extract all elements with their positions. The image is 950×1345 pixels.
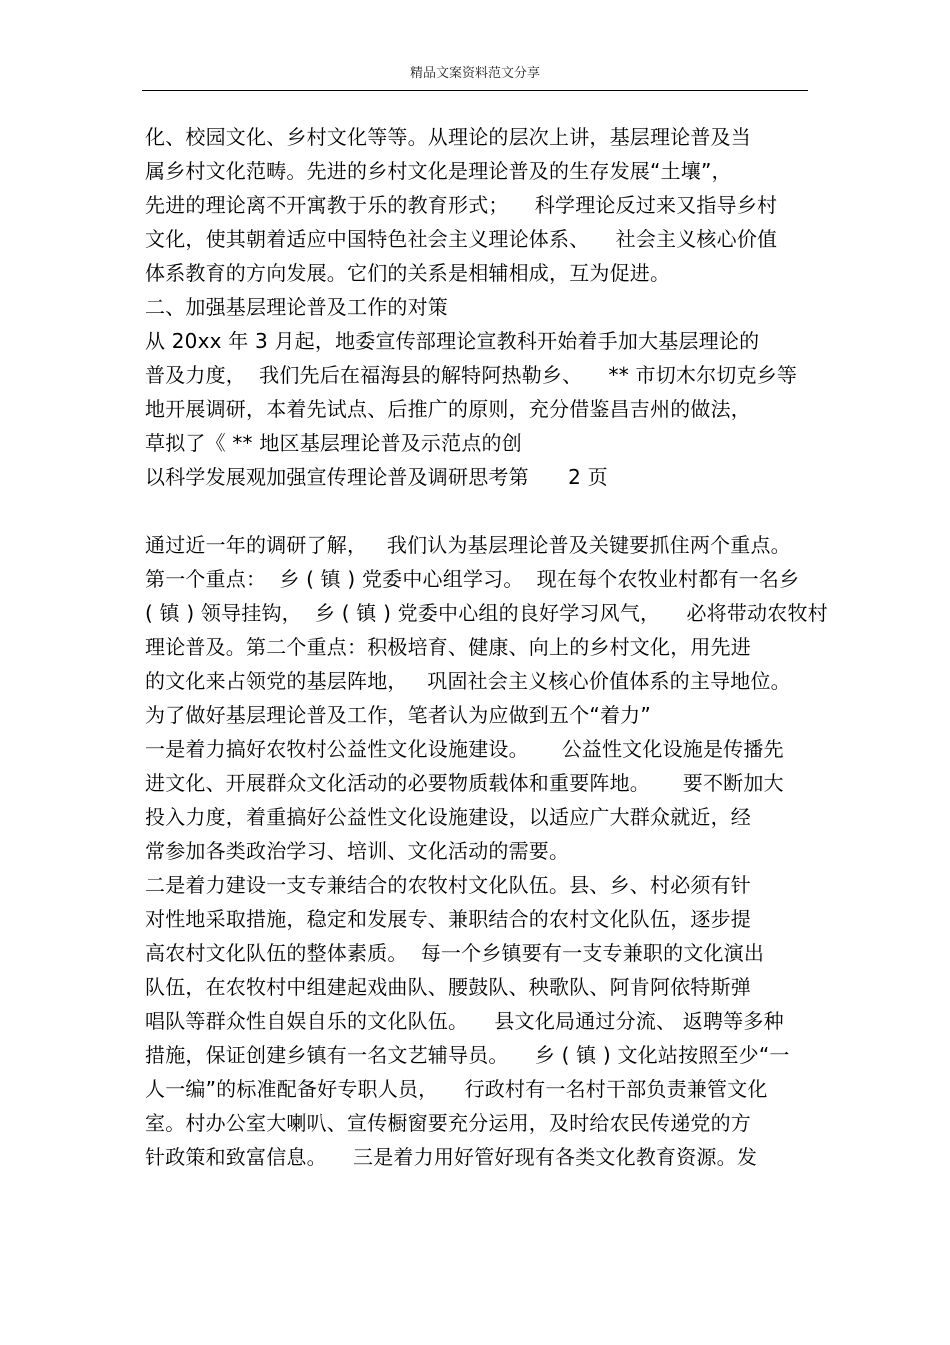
text-line: 高农村文化队伍的整体素质。 每一个乡镇要有一支专兼职的文化演出 xyxy=(145,941,765,965)
text-line: 常参加各类政治学习、培训、文化活动的需要。 xyxy=(145,839,570,863)
text-line: 普及力度， 我们先后在福海县的解特阿热勒乡、 ** 市切木尔切克乡等 xyxy=(145,363,798,387)
text-line: 属乡村文化范畴。先进的乡村文化是理论普及的生存发展“土壤”， xyxy=(145,159,732,183)
text-line: 队伍，在农牧村中组建起戏曲队、腰鼓队、秧歌队、阿肯阿依特斯弹 xyxy=(145,975,751,999)
text-line: 从 20xx 年 3 月起，地委宣传部理论宣教科开始着手加大基层理论的 xyxy=(145,329,760,353)
text-line: 二是着力建设一支专兼结合的农牧村文化队伍。县、乡、村必须有针 xyxy=(145,873,751,897)
text-line: 对性地采取措施，稳定和发展专、兼职结合的农村文化队伍，逐步提 xyxy=(145,907,751,931)
document-body xyxy=(145,120,845,1174)
text-line: 通过近一年的调研了解， 我们认为基层理论普及关键要抓住两个重点。 xyxy=(145,533,791,557)
section-heading: 二、加强基层理论普及工作的对策 xyxy=(145,295,448,319)
text-line: 投入力度，着重搞好公益性文化设施建设，以适应广大群众就近，经 xyxy=(145,805,751,829)
text-line: 化、校园文化、乡村文化等等。从理论的层次上讲，基层理论普及当 xyxy=(145,125,751,149)
text-line: 地开展调研，本着先试点、后推广的原则，充分借鉴昌吉州的做法， xyxy=(145,397,751,421)
text-line: 先进的理论离不开寓教于乐的教育形式； 科学理论反过来又指导乡村 xyxy=(145,193,778,217)
text-line: 的文化来占领党的基层阵地， 巩固社会主义核心价值体系的主导地位。 xyxy=(145,669,791,693)
text-line: 人一编”的标准配备好专职人员， 行政村有一名村干部负责兼管文化 xyxy=(145,1077,768,1101)
text-line: 室。村办公室大喇叭、宣传橱窗要充分运用，及时给农民传递党的方 xyxy=(145,1111,751,1135)
text-line: 草拟了《 ** 地区基层理论普及示范点的创 xyxy=(145,431,522,455)
text-line: 第一个重点： 乡 ( 镇 ) 党委中心组学习。 现在每个农牧业村都有一名乡 xyxy=(145,567,800,591)
text-line: 理论普及。第二个重点：积极培育、健康、向上的乡村文化，用先进 xyxy=(145,635,751,659)
text-line: 一是着力搞好农牧村公益性文化设施建设。 公益性文化设施是传播先 xyxy=(145,737,784,761)
text-line: ( 镇 ) 领导挂钩， 乡 ( 镇 ) 党委中心组的良好学习风气， 必将带动农牧村 xyxy=(145,601,828,625)
text-line: 体系教育的方向发展。它们的关系是相辅相成，互为促进。 xyxy=(145,261,671,285)
text-line: 文化，使其朝着适应中国特色社会主义理论体系、 社会主义核心价值 xyxy=(145,227,778,251)
section-1 xyxy=(145,120,845,494)
header-rule xyxy=(142,90,808,91)
text-line: 为了做好基层理论普及工作，笔者认为应做到五个“着力” xyxy=(145,703,651,727)
section-2 xyxy=(145,528,845,1174)
paragraph-gap xyxy=(145,494,845,528)
text-line: 针政策和致富信息。 三是着力用好管好现有各类文化教育资源。发 xyxy=(145,1145,758,1169)
page-header: 精品文案资料范文分享 xyxy=(409,66,540,81)
text-line: 进文化、开展群众文化活动的必要物质载体和重要阵地。 要不断加大 xyxy=(145,771,784,795)
text-line: 措施，保证创建乡镇有一名文艺辅导员。 乡 ( 镇 ) 文化站按照至少“一 xyxy=(145,1043,790,1067)
page-footer-line: 以科学发展观加强宣传理论普及调研思考第 2 页 xyxy=(145,465,608,489)
text-line: 唱队等群众性自娱自乐的文化队伍。 县文化局通过分流、 返聘等多种 xyxy=(145,1009,784,1033)
